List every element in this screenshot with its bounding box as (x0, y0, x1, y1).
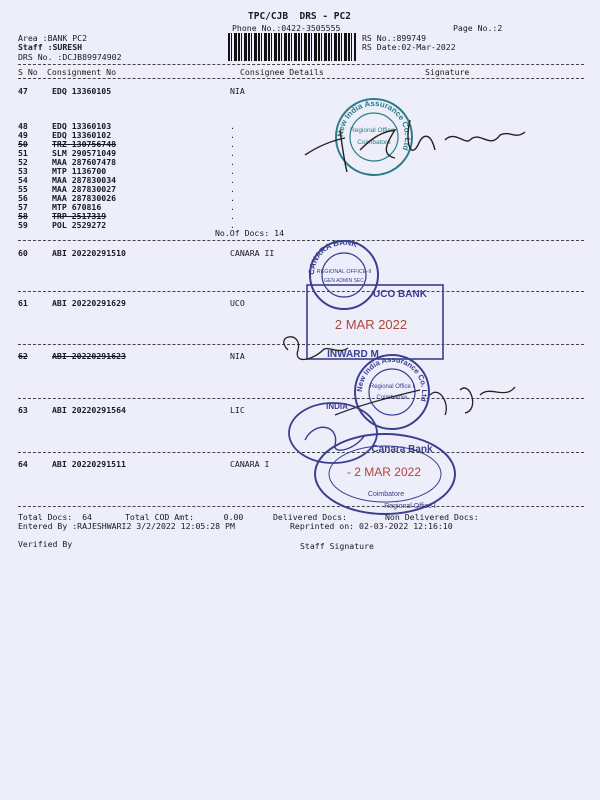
row-consignment: ABI 20220291564 (52, 405, 126, 415)
row-sno: 64 (18, 459, 28, 469)
svg-text:Canara Bank: Canara Bank (371, 444, 433, 455)
row-sno: 56 (18, 193, 28, 203)
row-sno: 47 (18, 86, 28, 96)
svg-text:Coimbatore: Coimbatore (376, 395, 408, 401)
col-signature: Signature (425, 67, 470, 77)
row-consignee: . (230, 148, 235, 158)
row-sno: 55 (18, 184, 28, 194)
row-consignee: . (230, 184, 235, 194)
row-consignee: . (230, 193, 235, 203)
drs-title: TPC/CJB DRS - PC2 (248, 11, 351, 22)
row-consignment: EDQ 13360103 (52, 121, 112, 131)
svg-text:GEN ADMIN SEC: GEN ADMIN SEC (324, 278, 364, 284)
row-sno: 58 (18, 211, 28, 221)
table-end-rule (18, 506, 584, 507)
row-sno: 52 (18, 157, 28, 167)
row-consignee: UCO (230, 298, 245, 308)
row-sno: 54 (18, 175, 28, 185)
row-consignment: ABI 20220291623 (52, 351, 126, 361)
group-rule (18, 240, 584, 241)
col-consignee: Consignee Details (240, 67, 324, 77)
row-consignment: MAA 287607478 (52, 157, 117, 167)
row-consignee: LIC (230, 405, 245, 415)
row-consignment: POL 2529272 (52, 220, 107, 230)
row-consignment: EDQ 13360105 (52, 86, 112, 96)
row-consignee: . (230, 121, 235, 131)
nia-stamp-top (333, 96, 415, 178)
row-consignment: MAA 287830026 (52, 193, 117, 203)
col-consignment: Consignment No (47, 67, 117, 77)
delivered-docs: Delivered Docs: (273, 512, 347, 522)
row-sno: 53 (18, 166, 28, 176)
row-consignment: EDQ 13360102 (52, 130, 112, 140)
row-sno: 49 (18, 130, 28, 140)
row-rule (18, 452, 584, 453)
row-rule (18, 344, 584, 345)
signature-uco (268, 330, 358, 370)
row-consignment: MAA 287830027 (52, 184, 117, 194)
signature-middle (330, 375, 520, 425)
svg-text:Coimbatore: Coimbatore (367, 491, 405, 498)
canara-stamp-coimbatore (312, 432, 458, 516)
svg-text:UCO BANK: UCO BANK (373, 289, 427, 300)
row-sno: 60 (18, 248, 28, 258)
svg-text:CANARA BANK: CANARA BANK (306, 240, 359, 276)
row-consignee: NIA (230, 86, 245, 96)
row-consignee: . (230, 157, 235, 167)
svg-text:New India Assurance Co. Ltd: New India Assurance Co. Ltd (354, 354, 430, 403)
non-delivered-docs: Non Delivered Docs: (385, 512, 479, 522)
drs-number: DRS No. :DCJB89974902 (18, 52, 122, 62)
svg-text:INDIA: INDIA (326, 402, 348, 411)
row-consignment: ABI 20220291510 (52, 248, 126, 258)
page-number: Page No.:2 (453, 23, 503, 33)
signature-top (300, 110, 530, 180)
svg-text:New India Assurance Co. Ltd: New India Assurance Co. Ltd (335, 98, 413, 152)
row-sno: 62 (18, 351, 28, 361)
row-consignee: . (230, 166, 235, 176)
header-rule (18, 64, 584, 65)
row-consignee: . (230, 211, 235, 221)
row-sno: 48 (18, 121, 28, 131)
phone-number: Phone No.:0422-3505555 (232, 23, 341, 33)
svg-text:- 2 MAR 2022: - 2 MAR 2022 (346, 465, 422, 479)
row-consignee: . (230, 130, 235, 140)
row-consignment: TRZ 130756748 (52, 139, 117, 149)
rs-date: RS Date:02-Mar-2022 (362, 42, 456, 52)
row-consignee: NIA (230, 351, 245, 361)
row-sno: 59 (18, 220, 28, 230)
row-sno: 50 (18, 139, 28, 149)
total-docs: Total Docs: 64 (18, 512, 92, 522)
row-rule (18, 291, 584, 292)
row-consignee: . (230, 202, 235, 212)
barcode (228, 33, 356, 61)
row-consignment: MTP 670816 (52, 202, 102, 212)
uco-bank-stamp (305, 283, 445, 363)
svg-text:2 MAR 2022: 2 MAR 2022 (334, 317, 408, 332)
svg-text:Regional Office I: Regional Office I (369, 384, 415, 390)
entered-by: Entered By :RAJESHWARI2 3/2/2022 12:05:28 PM (18, 521, 235, 531)
staff-signature-label: Staff Signature (300, 541, 374, 551)
reprinted-on: Reprinted on: 02-03-2022 12:16:10 (290, 521, 453, 531)
svg-text:Coimbatore: Coimbatore (357, 139, 391, 146)
row-consignment: TRP 2517319 (52, 211, 107, 221)
nia-stamp-middle (352, 352, 432, 432)
row-consignment: ABI 20220291629 (52, 298, 126, 308)
row-sno: 63 (18, 405, 28, 415)
svg-text:Regional Office I: Regional Office I (384, 503, 436, 510)
row-rule (18, 398, 584, 399)
row-sno: 61 (18, 298, 28, 308)
column-rule (18, 78, 584, 79)
svg-text:Regional Office I: Regional Office I (350, 127, 398, 134)
lic-stamp (285, 395, 381, 465)
row-consignment: SLM 290571049 (52, 148, 117, 158)
canara-stamp-ro2 (300, 240, 388, 310)
row-consignee: CANARA I (230, 459, 270, 469)
total-cod: Total COD Amt: 0.00 (125, 512, 244, 522)
row-consignee: . (230, 220, 235, 230)
no-of-docs: No.Of Docs: 14 (215, 228, 285, 238)
col-sno: S No (18, 67, 38, 77)
row-consignee: . (230, 175, 235, 185)
staff-label: Staff :SURESH (18, 42, 83, 52)
verified-by: Verified By (18, 539, 73, 549)
row-sno: 51 (18, 148, 28, 158)
row-consignee: CANARA II (230, 248, 275, 258)
row-consignee: . (230, 139, 235, 149)
row-consignment: ABI 20220291511 (52, 459, 126, 469)
area-label: Area :BANK PC2 (18, 33, 88, 43)
row-consignment: MAA 287830034 (52, 175, 117, 185)
row-sno: 57 (18, 202, 28, 212)
row-consignment: MTP 1136700 (52, 166, 107, 176)
svg-text:REGIONAL OFFICE-II: REGIONAL OFFICE-II (316, 269, 372, 275)
rs-number: RS No.:899749 (362, 33, 427, 43)
svg-text:INWARD M: INWARD M (327, 349, 379, 360)
